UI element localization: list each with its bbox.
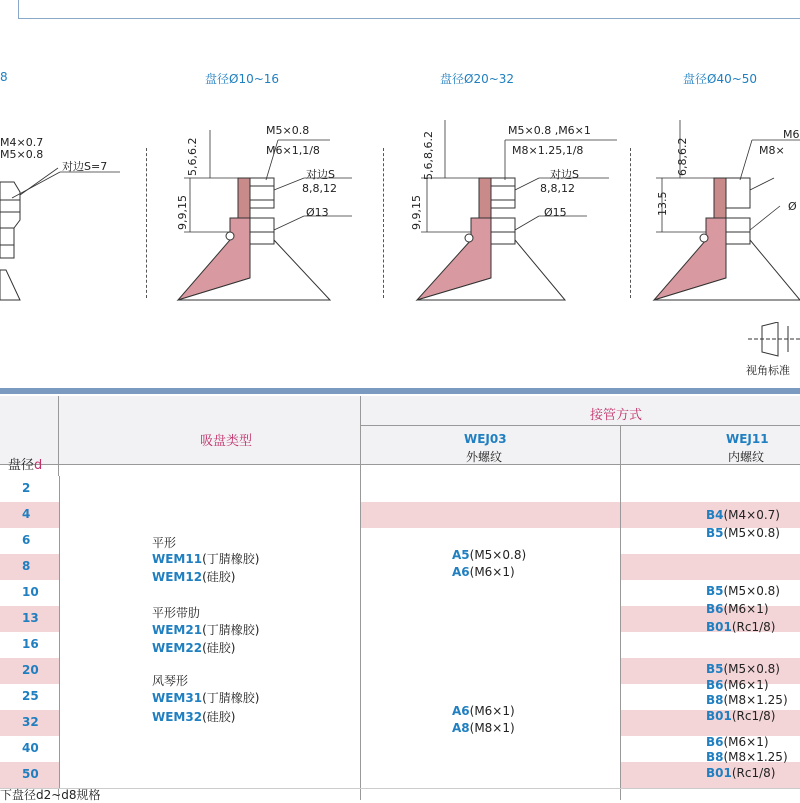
header-wej11-code: WEJ11 [726, 432, 769, 446]
type-1-title: 平形 [152, 536, 177, 550]
int-1-a: B4(M4×0.7) [706, 508, 780, 522]
diameter-value: 50 [22, 767, 39, 781]
d4-v1: 6,8,6.2 [676, 137, 689, 176]
d2-thread2: M6×1,1/8 [266, 144, 320, 157]
d4-v2: 13.5 [656, 191, 669, 216]
type-2-item-1: WEM21(丁腈橡胶) [152, 623, 260, 637]
header-wej03-name: 外螺纹 [466, 450, 503, 464]
header-dia: 盘径d [8, 458, 43, 473]
drawing-title-4: 盘径Ø40~50 [683, 72, 758, 86]
view-standard-icon [748, 322, 800, 358]
d2-v1: 5,6,6.2 [186, 137, 199, 176]
d1-flat: 对边S=7 [62, 160, 108, 173]
type-1-item-2: WEM12(硅胶) [152, 570, 236, 584]
header-conn: 接管方式 [590, 408, 643, 423]
separator-1 [146, 148, 148, 298]
d3-thread1: M5×0.8 ,M6×1 [508, 124, 591, 137]
header-wej11-name: 内螺纹 [728, 450, 765, 464]
drawing-title-1: 8 [0, 70, 8, 84]
diameter-value: 8 [22, 559, 31, 573]
diameter-value: 13 [22, 611, 39, 625]
int-3-c: B8(M8×1.25) [706, 693, 788, 707]
int-2-b: B6(M6×1) [706, 602, 769, 616]
int-3-d: B01(Rc1/8) [706, 709, 776, 723]
table-header [0, 396, 800, 464]
header-type: 吸盘类型 [200, 434, 253, 449]
column-divider [59, 476, 60, 788]
type-2-item-2: WEM22(硅胶) [152, 641, 236, 655]
type-3-item-1: WEM31(丁腈橡胶) [152, 691, 260, 705]
d2-thread1: M5×0.8 [266, 124, 310, 137]
d3-thread2: M8×1.25,1/8 [512, 144, 584, 157]
separator-2 [383, 148, 385, 298]
ext-2-a: A6(M6×1) [452, 704, 515, 718]
drawing-title-2: 盘径Ø10~16 [205, 72, 280, 86]
int-4-c: B01(Rc1/8) [706, 766, 776, 780]
spec-table [0, 388, 800, 800]
int-2-a: B5(M5×0.8) [706, 584, 780, 598]
ext-1-a: A5(M5×0.8) [452, 548, 527, 562]
int-3-b: B6(M6×1) [706, 678, 769, 692]
diameter-value: 20 [22, 663, 39, 677]
int-4-b: B8(M8×1.25) [706, 750, 788, 764]
view-standard-label: 视角标准 [746, 364, 790, 377]
int-4-a: B6(M6×1) [706, 735, 769, 749]
top-frame [18, 0, 800, 19]
drawing-title-3: 盘径Ø20~32 [440, 72, 515, 86]
diameter-value: 6 [22, 533, 31, 547]
column-divider [620, 476, 621, 788]
d3-flat: 对边S [550, 168, 579, 181]
type-3-title: 风琴形 [152, 674, 189, 688]
int-3-a: B5(M5×0.8) [706, 662, 780, 676]
int-1-b: B5(M5×0.8) [706, 526, 780, 540]
diameter-value: 4 [22, 507, 31, 521]
d3-v1: 5,6,8,6.2 [422, 131, 435, 180]
diameter-value: 32 [22, 715, 39, 729]
d2-flat: 对边S [306, 168, 335, 181]
d2-flat-vals: 8,8,12 [302, 182, 337, 195]
diameter-value: 25 [22, 689, 39, 703]
d3-flat-vals: 8,8,12 [540, 182, 575, 195]
d3-v2: 9,9,15 [410, 195, 423, 230]
table-top-rule [0, 388, 800, 394]
d4-thread1: M6 [783, 128, 800, 141]
type-2-title: 平形带肋 [152, 606, 201, 620]
d4-flat: Ø [788, 200, 797, 213]
diameter-value: 16 [22, 637, 39, 651]
d3-dia: Ø15 [544, 206, 567, 219]
separator-3 [630, 148, 632, 298]
d1-thread: M4×0.7 [0, 136, 44, 149]
d1-thread2: M5×0.8 [0, 148, 44, 161]
d4-thread2: M8× [759, 144, 785, 157]
type-3-item-2: WEM32(硅胶) [152, 710, 236, 724]
d2-v2: 9,9,15 [176, 195, 189, 230]
d2-dia: Ø13 [306, 206, 329, 219]
type-1-item-1: WEM11(丁腈橡胶) [152, 552, 260, 566]
ext-1-b: A6(M6×1) [452, 565, 515, 579]
footnote: 下盘径d2~d8规格 [0, 788, 101, 802]
column-divider [360, 476, 361, 788]
diameter-value: 2 [22, 481, 31, 495]
int-2-c: B01(Rc1/8) [706, 620, 776, 634]
header-wej03-code: WEJ03 [464, 432, 507, 446]
ext-2-b: A8(M8×1) [452, 721, 515, 735]
diameter-value: 40 [22, 741, 39, 755]
diameter-value: 10 [22, 585, 39, 599]
